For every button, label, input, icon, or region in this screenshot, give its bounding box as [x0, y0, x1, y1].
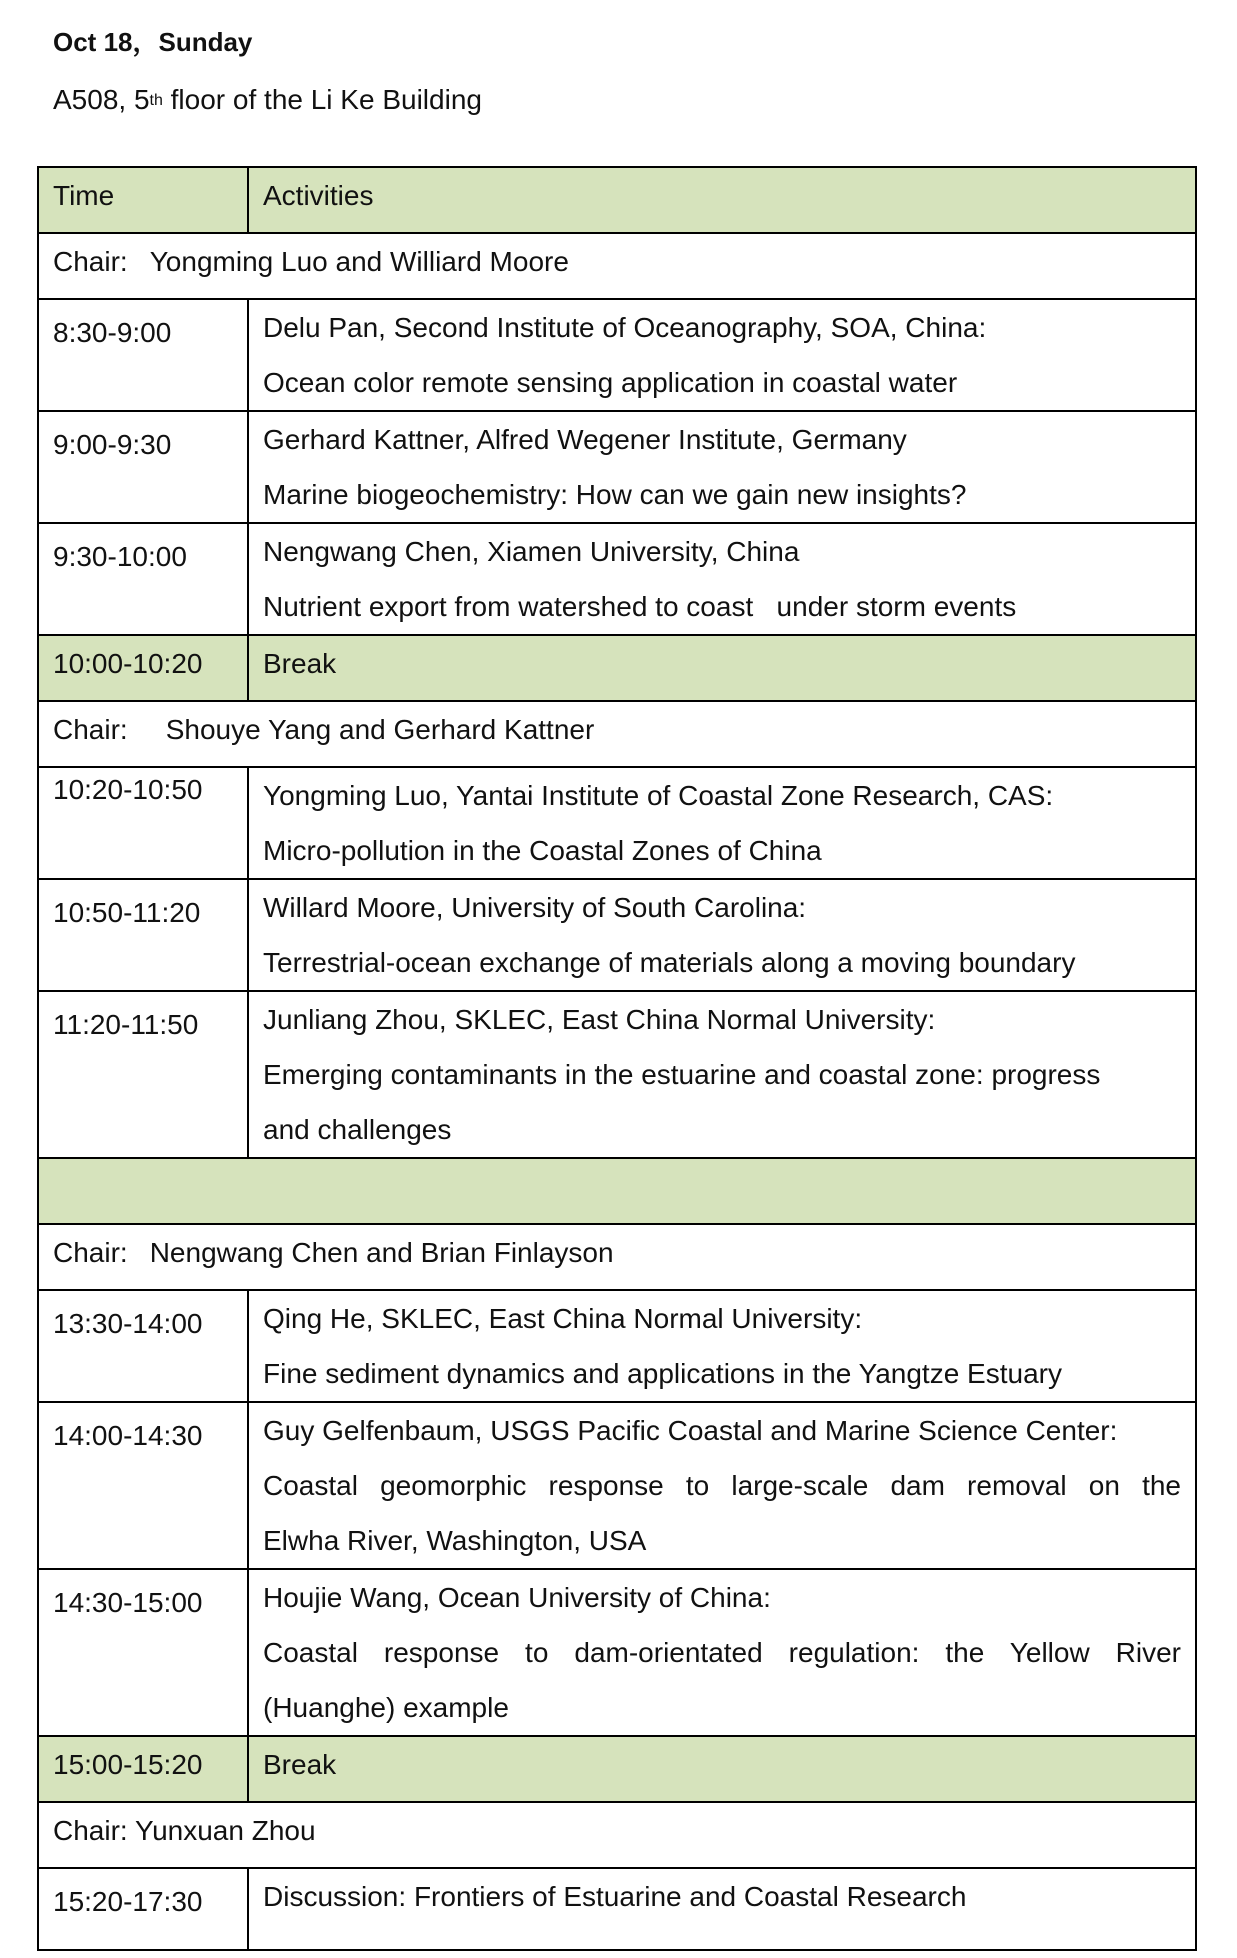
venue-prefix: A508, 5: [53, 84, 150, 115]
talk-title: Discussion: Frontiers of Estuarine and Coastal Research: [263, 1881, 967, 1912]
activity-cell: [248, 879, 1196, 991]
break-label: Break: [248, 1736, 1196, 1802]
activity-cell: [248, 523, 1196, 635]
speaker-line: Willard Moore, University of South Carolina:: [263, 892, 807, 923]
chair-row: [38, 1802, 1196, 1868]
chair-names: Nengwang Chen and Brian Finlayson: [149, 1237, 614, 1268]
chair-row: [38, 1224, 1196, 1290]
time-cell: 15:20-17:30: [38, 1868, 248, 1950]
speaker-line: Delu Pan, Second Institute of Oceanography, SOA, China:: [263, 312, 987, 343]
time-cell: 9:30-10:00: [38, 523, 248, 635]
talk-title: Coastal response to dam-orientated regulation: the Yellow River: [263, 1637, 1181, 1668]
session-row: [38, 1569, 1196, 1736]
activity-cell: [248, 299, 1196, 411]
lunch-gap-row: [38, 1158, 1196, 1224]
activity-cell: [248, 1868, 1196, 1950]
time-cell: 15:00-15:20: [38, 1736, 248, 1802]
speaker-line: Gerhard Kattner, Alfred Wegener Institute, Germany: [263, 424, 907, 455]
talk-title-continued: and challenges: [263, 1114, 452, 1145]
speaker-line: Nengwang Chen, Xiamen University, China: [263, 536, 800, 567]
session-row: [38, 879, 1196, 991]
speaker-line: Guy Gelfenbaum, USGS Pacific Coastal and Marine Science Center:: [263, 1415, 1118, 1446]
chair-cell: [38, 701, 1196, 767]
session-row: [38, 1868, 1196, 1950]
time-cell: 13:30-14:00: [38, 1290, 248, 1402]
date-heading: Oct 18，Sunday: [53, 27, 253, 57]
talk-title-continued: Elwha River, Washington, USA: [263, 1525, 647, 1556]
session-row: [38, 767, 1196, 879]
chair-label: Chair:: [53, 714, 128, 745]
chair-label: Chair: Yunxuan Zhou: [53, 1815, 316, 1846]
chair-cell: [38, 1802, 1196, 1868]
time-cell: 14:30-15:00: [38, 1569, 248, 1736]
speaker-line: Qing He, SKLEC, East China Normal University:: [263, 1303, 863, 1334]
chair-row: [38, 233, 1196, 299]
empty-cell: [38, 1158, 1196, 1224]
session-row: [38, 411, 1196, 523]
break-row: [38, 1736, 1196, 1802]
session-row: [38, 1290, 1196, 1402]
speaker-line: Junliang Zhou, SKLEC, East China Normal University:: [263, 1004, 936, 1035]
venue-line: [53, 84, 482, 116]
activities-column-header: Activities: [248, 167, 1196, 233]
activity-cell: [248, 1402, 1196, 1569]
session-row: [38, 991, 1196, 1158]
table-header-row: [38, 167, 1196, 233]
talk-title-continued: (Huanghe) example: [263, 1692, 509, 1723]
activity-cell: [248, 1569, 1196, 1736]
session-row: [38, 523, 1196, 635]
time-column-header: Time: [38, 167, 248, 233]
chair-row: [38, 701, 1196, 767]
chair-cell: [38, 233, 1196, 299]
activity-cell: [248, 991, 1196, 1158]
speaker-line: Yongming Luo, Yantai Institute of Coastal Zone Research, CAS:: [263, 780, 1054, 811]
session-row: [38, 299, 1196, 411]
venue-suffix: floor of the Li Ke Building: [162, 84, 482, 115]
chair-label: Chair:: [53, 1237, 128, 1268]
talk-title: Emerging contaminants in the estuarine and coastal zone: progress: [263, 1059, 1101, 1090]
chair-label: Chair:: [53, 246, 128, 277]
time-cell: 10:00-10:20: [38, 635, 248, 701]
activity-cell: [248, 1290, 1196, 1402]
break-row: [38, 635, 1196, 701]
break-label: Break: [248, 635, 1196, 701]
venue-ordinal-suffix: th: [149, 92, 163, 109]
chair-names: Shouye Yang and Gerhard Kattner: [165, 714, 595, 745]
time-cell: 10:20-10:50: [38, 767, 248, 879]
activity-cell: [248, 767, 1196, 879]
speaker-line: Houjie Wang, Ocean University of China:: [263, 1582, 771, 1613]
time-cell: 14:00-14:30: [38, 1402, 248, 1569]
time-cell: 10:50-11:20: [38, 879, 248, 991]
session-row: [38, 1402, 1196, 1569]
schedule-table: [37, 166, 1197, 1951]
activity-cell: [248, 411, 1196, 523]
talk-title: Nutrient export from watershed to coast under storm events: [263, 591, 1017, 622]
talk-title: Micro-pollution in the Coastal Zones of China: [263, 835, 822, 866]
time-cell: 8:30-9:00: [38, 299, 248, 411]
talk-title: Ocean color remote sensing application in coastal water: [263, 367, 958, 398]
talk-title: Fine sediment dynamics and applications in the Yangtze Estuary: [263, 1358, 1062, 1389]
talk-title: Marine biogeochemistry: How can we gain new insights?: [263, 479, 967, 510]
talk-title: Terrestrial-ocean exchange of materials along a moving boundary: [263, 947, 1076, 978]
time-cell: 11:20-11:50: [38, 991, 248, 1158]
chair-names: Yongming Luo and Williard Moore: [149, 246, 569, 277]
time-cell: 9:00-9:30: [38, 411, 248, 523]
chair-cell: [38, 1224, 1196, 1290]
talk-title: Coastal geomorphic response to large-scale dam removal on the: [263, 1470, 1181, 1501]
